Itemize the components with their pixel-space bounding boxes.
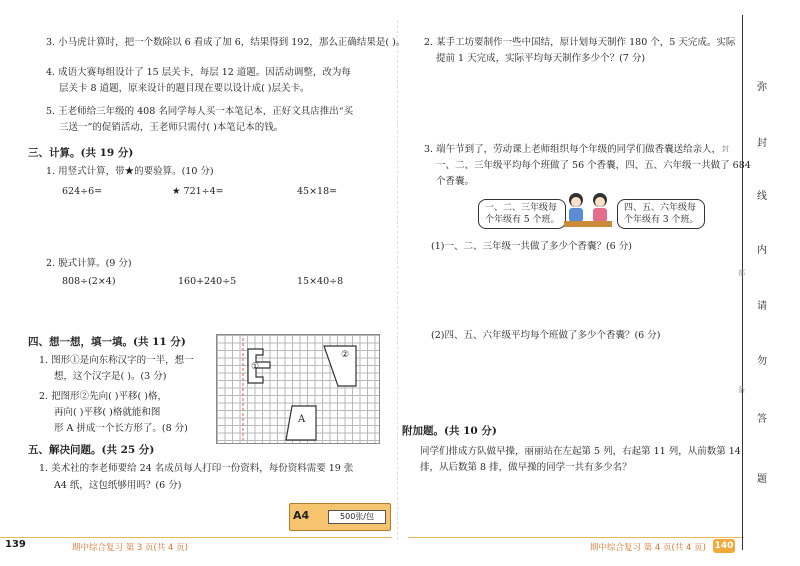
bonus-title: 附加题。(共 10 分) bbox=[402, 425, 497, 437]
binding-char-3: 线 bbox=[757, 191, 767, 202]
section-4-title: 四、想一想，填一填。(共 11 分) bbox=[28, 336, 186, 348]
shape-2 bbox=[324, 346, 356, 386]
bubble-left bbox=[478, 199, 566, 229]
rq3-line1: 3. 端午节到了，劳动课上老师组织每个年级的同学们做香囊送给亲人， bbox=[424, 144, 722, 155]
binding-char-4: 内 bbox=[757, 245, 767, 256]
calc2-item-2: 160+240÷5 bbox=[178, 276, 237, 287]
bonus-line1: 同学们排成方队做早操，丽丽站在左起第 5 列，右起第 11 列，从前数第 14 bbox=[420, 446, 741, 457]
binding-char-7: 答 bbox=[757, 414, 767, 425]
binding-char-8: 题 bbox=[757, 474, 767, 485]
sec4-q2-line1: 2. 把图形②先向( )平移( )格， bbox=[39, 391, 167, 402]
calc2-title: 2. 脱式计算。(9 分) bbox=[46, 258, 132, 269]
rq3-sub1: (1)一、二、三年级一共做了多少个香囊？(6 分) bbox=[431, 241, 632, 252]
paper-pack-count-label: 500张/包 bbox=[328, 510, 386, 524]
calc1-item-1: 624÷6= bbox=[62, 186, 103, 197]
rq3-line3: 个香囊。 bbox=[436, 176, 475, 187]
section-3-title: 三、计算。(共 19 分) bbox=[28, 147, 134, 159]
page-number-left: 139 bbox=[5, 539, 26, 550]
fill-q5-line2: 三送一”的促销活动，王老师只需付( )本笔记本的钱。 bbox=[59, 122, 284, 133]
binding-char-2: 封 bbox=[757, 138, 767, 149]
label-shape-a: A bbox=[298, 414, 306, 425]
a4-paper-pack bbox=[289, 503, 391, 531]
binding-line bbox=[742, 15, 743, 550]
sec4-q2-line2: 再向( )平移( )格就能和图 bbox=[54, 407, 161, 418]
rq2-line2: 提前 1 天完成，实际平均每天制作多少个？(7 分) bbox=[436, 53, 646, 64]
sec5-q1-line2: A4 纸，这包纸够用吗？(6 分) bbox=[54, 480, 182, 491]
grid-shapes bbox=[216, 334, 380, 444]
paper-pack-a4-label: A4 bbox=[293, 509, 310, 522]
calc1-item-2: ★ 721÷4= bbox=[172, 186, 224, 197]
section-5-title: 五、解决问题。(共 25 分) bbox=[28, 444, 155, 456]
bubble-left-line1: 一、二、三年级每 bbox=[485, 203, 558, 213]
sec4-q1-line1: 1. 图形①是向东称汉字的一半，想一 bbox=[39, 355, 194, 366]
label-shape-2: ② bbox=[341, 350, 350, 360]
rq2-line1: 2. 某手工坊要制作一些中国结，原计划每天制作 180 个，5 天完成。实际 bbox=[424, 37, 736, 48]
rq3-sub2: (2)四、五、六年级平均每个班做了多少个香囊？(6 分) bbox=[431, 330, 661, 341]
binding-small-1: 封 bbox=[722, 145, 729, 153]
bubble-right bbox=[617, 199, 705, 229]
binding-small-3: 条 bbox=[738, 386, 745, 394]
bubble-right-line2: 个年级有 3 个班。 bbox=[624, 215, 699, 225]
sec4-q2-line3: 形 A 拼成一个长方形了。(8 分) bbox=[54, 423, 188, 434]
binding-char-6: 勿 bbox=[757, 356, 767, 367]
binding-small-2: 部 bbox=[738, 269, 745, 277]
sec4-q1-line2: 想，这个汉字是( )。(3 分) bbox=[54, 371, 167, 382]
bubble-left-line2: 个年级有 5 个班。 bbox=[485, 215, 560, 225]
footer-left-text: 期中综合复习 第 3 页(共 4 页) bbox=[72, 543, 188, 553]
sec5-q1-line1: 1. 美术社的李老师要给 24 名成员每人打印一份资料，每份资料需要 19 张 bbox=[39, 463, 354, 474]
calc1-title: 1. 用竖式计算，带★的要验算。(10 分) bbox=[46, 166, 214, 177]
students-illustration bbox=[560, 190, 616, 230]
bonus-line2: 排，从后数第 8 排，做早操的同学一共有多少名？ bbox=[420, 462, 632, 473]
fill-q4-line1: 4. 成语大赛每组设计了 15 层关卡，每层 12 道题。因活动调整，改为每 bbox=[46, 67, 351, 78]
page-divider bbox=[397, 20, 398, 540]
calc2-item-3: 15×40÷8 bbox=[297, 276, 344, 287]
rq3-line2: 一、二、三年级平均每个班做了 56 个香囊，四、五、六年级一共做了 684 bbox=[436, 160, 751, 171]
fill-q5-line1: 5. 王老师给三年级的 408 名同学每人买一本笔记本，正好文具店推出“买 bbox=[46, 106, 354, 117]
page-number-right: 140 bbox=[714, 541, 734, 551]
binding-char-1: 弥 bbox=[757, 82, 767, 93]
calc1-item-3: 45×18= bbox=[297, 186, 338, 197]
calc2-item-1: 808÷(2×4) bbox=[62, 276, 116, 287]
binding-char-5: 请 bbox=[757, 301, 767, 312]
footer-right-text: 期中综合复习 第 4 页(共 4 页) bbox=[590, 543, 706, 553]
footer-left bbox=[0, 537, 392, 555]
label-shape-1: ① bbox=[251, 362, 260, 372]
fill-q3: 3. 小马虎计算时，把一个数除以 6 看成了加 6，结果得到 192，那么正确结果是( )。 bbox=[46, 37, 406, 48]
bubble-right-line1: 四、五、六年级每 bbox=[624, 203, 697, 213]
fill-q4-line2: 层关卡 8 道题，原来设计的题目现在要以设计成( )层关卡。 bbox=[59, 83, 310, 94]
